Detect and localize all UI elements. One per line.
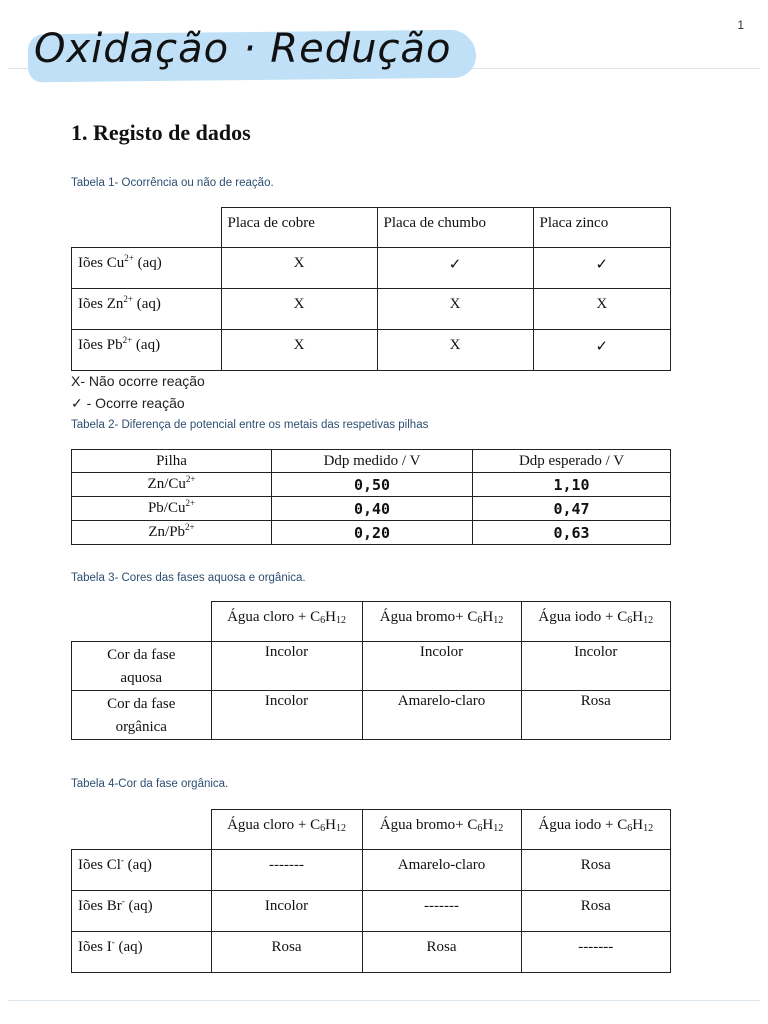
table2-medido: 0,50 xyxy=(272,473,473,497)
table3-header-cell: Água cloro + $C_6H_{12}$ xyxy=(211,602,362,642)
handwritten-title: Oxidação · Redução xyxy=(34,26,452,72)
table4-cell: Rosa xyxy=(362,932,521,973)
table2-pilha: $Zn/Cu^{2+}$ xyxy=(72,473,272,497)
table4-corner-cell xyxy=(72,810,212,850)
legend-check: ✓ - Ocorre reação xyxy=(71,395,185,411)
table3-cell: Rosa xyxy=(521,691,671,740)
table3-header-cell: Água iodo + $C_6H_{12}$ xyxy=(521,602,671,642)
table3-row-label: Cor da fase orgânica xyxy=(72,691,212,740)
table3-cell: Incolor xyxy=(521,642,671,691)
table2-pilha: $Zn/Pb^{2+}$ xyxy=(72,521,272,545)
table2-medido: 0,20 xyxy=(272,521,473,545)
table4-cell: Incolor xyxy=(211,891,362,932)
table3-cell: Incolor xyxy=(362,642,521,691)
table3-header-cell: Água bromo+ $C_6H_{12}$ xyxy=(362,602,521,642)
table3-cell: Incolor xyxy=(211,642,362,691)
table1-cell: ✓ xyxy=(533,248,671,289)
table-row xyxy=(72,642,671,691)
table3-corner-cell xyxy=(72,602,212,642)
table3-cell: Incolor xyxy=(211,691,362,740)
table3-row-label: Cor da fase aquosa xyxy=(72,642,212,691)
table2-header-cell: Pilha xyxy=(72,450,272,473)
table-row xyxy=(72,497,671,521)
table4-cell: Rosa xyxy=(521,891,671,932)
table4-cell: Rosa xyxy=(211,932,362,973)
table2 xyxy=(71,449,671,545)
table4-cell: ------- xyxy=(362,891,521,932)
table4-header-cell: Água bromo+ $C_6H_{12}$ xyxy=(362,810,521,850)
handwritten-title-block xyxy=(28,26,480,86)
table2-esperado: 1,10 xyxy=(473,473,671,497)
table4-header-cell: Água cloro + $C_6H_{12}$ xyxy=(211,810,362,850)
table3-caption: Tabela 3- Cores das fases aquosa e orgânica. xyxy=(71,572,306,584)
table2-header-cell: Ddp esperado / V xyxy=(473,450,671,473)
table1-header-cell: Placa zinco xyxy=(533,208,671,248)
table4-caption: Tabela 4-Cor da fase orgânica. xyxy=(71,778,229,790)
table2-caption: Tabela 2- Diferença de potencial entre os metais das respetivas pilhas xyxy=(71,419,429,431)
table4-cell: Amarelo-claro xyxy=(362,850,521,891)
table4-row-label: Iões Cl- (aq) xyxy=(72,850,212,891)
table-row xyxy=(72,850,671,891)
table1-cell: X xyxy=(377,289,533,330)
table1-row-label: Iões $Zn^{2+}$ (aq) xyxy=(72,289,222,330)
section-heading: 1. Registo de dados xyxy=(71,120,251,145)
table1-caption: Tabela 1- Ocorrência ou não de reação. xyxy=(71,177,274,189)
table-row xyxy=(72,891,671,932)
table1-cell: X xyxy=(221,330,377,371)
table1-cell: X xyxy=(377,330,533,371)
table-row xyxy=(72,473,671,497)
table4-row-label: Iões I- (aq) xyxy=(72,932,212,973)
table2-medido: 0,40 xyxy=(272,497,473,521)
table4-cell: ------- xyxy=(521,932,671,973)
table3-cell: Amarelo-claro xyxy=(362,691,521,740)
table1-header-cell: Placa de chumbo xyxy=(377,208,533,248)
table1-header-cell: Placa de cobre xyxy=(221,208,377,248)
table2-esperado: 0,47 xyxy=(473,497,671,521)
table2-esperado: 0,63 xyxy=(473,521,671,545)
table4-header-cell: Água iodo + $C_6H_{12}$ xyxy=(521,810,671,850)
page-rule xyxy=(8,1000,760,1001)
page-number: 1 xyxy=(737,18,744,32)
table2-header-cell: Ddp medido / V xyxy=(272,450,473,473)
table-row xyxy=(72,289,671,330)
table4 xyxy=(71,809,671,973)
check-icon: ✓ xyxy=(71,395,83,411)
table4-cell: ------- xyxy=(211,850,362,891)
table1-row-label: Iões $Cu^{2+}$ (aq) xyxy=(72,248,222,289)
table-row xyxy=(72,248,671,289)
legend-x: X- Não ocorre reação xyxy=(71,373,205,389)
table2-pilha: $Pb/Cu^{2+}$ xyxy=(72,497,272,521)
table1-cell: X xyxy=(221,289,377,330)
table4-row-label: Iões Br- (aq) xyxy=(72,891,212,932)
table-row xyxy=(72,330,671,371)
table1-row-label: Iões $Pb^{2+}$ (aq) xyxy=(72,330,222,371)
table1-cell: X xyxy=(533,289,671,330)
table1-corner-cell xyxy=(72,208,222,248)
table-row xyxy=(72,691,671,740)
table1-cell: ✓ xyxy=(377,248,533,289)
table3 xyxy=(71,601,671,740)
table4-cell: Rosa xyxy=(521,850,671,891)
table1 xyxy=(71,207,671,371)
table1-cell: ✓ xyxy=(533,330,671,371)
table-row xyxy=(72,932,671,973)
table-row xyxy=(72,521,671,545)
table1-cell: X xyxy=(221,248,377,289)
